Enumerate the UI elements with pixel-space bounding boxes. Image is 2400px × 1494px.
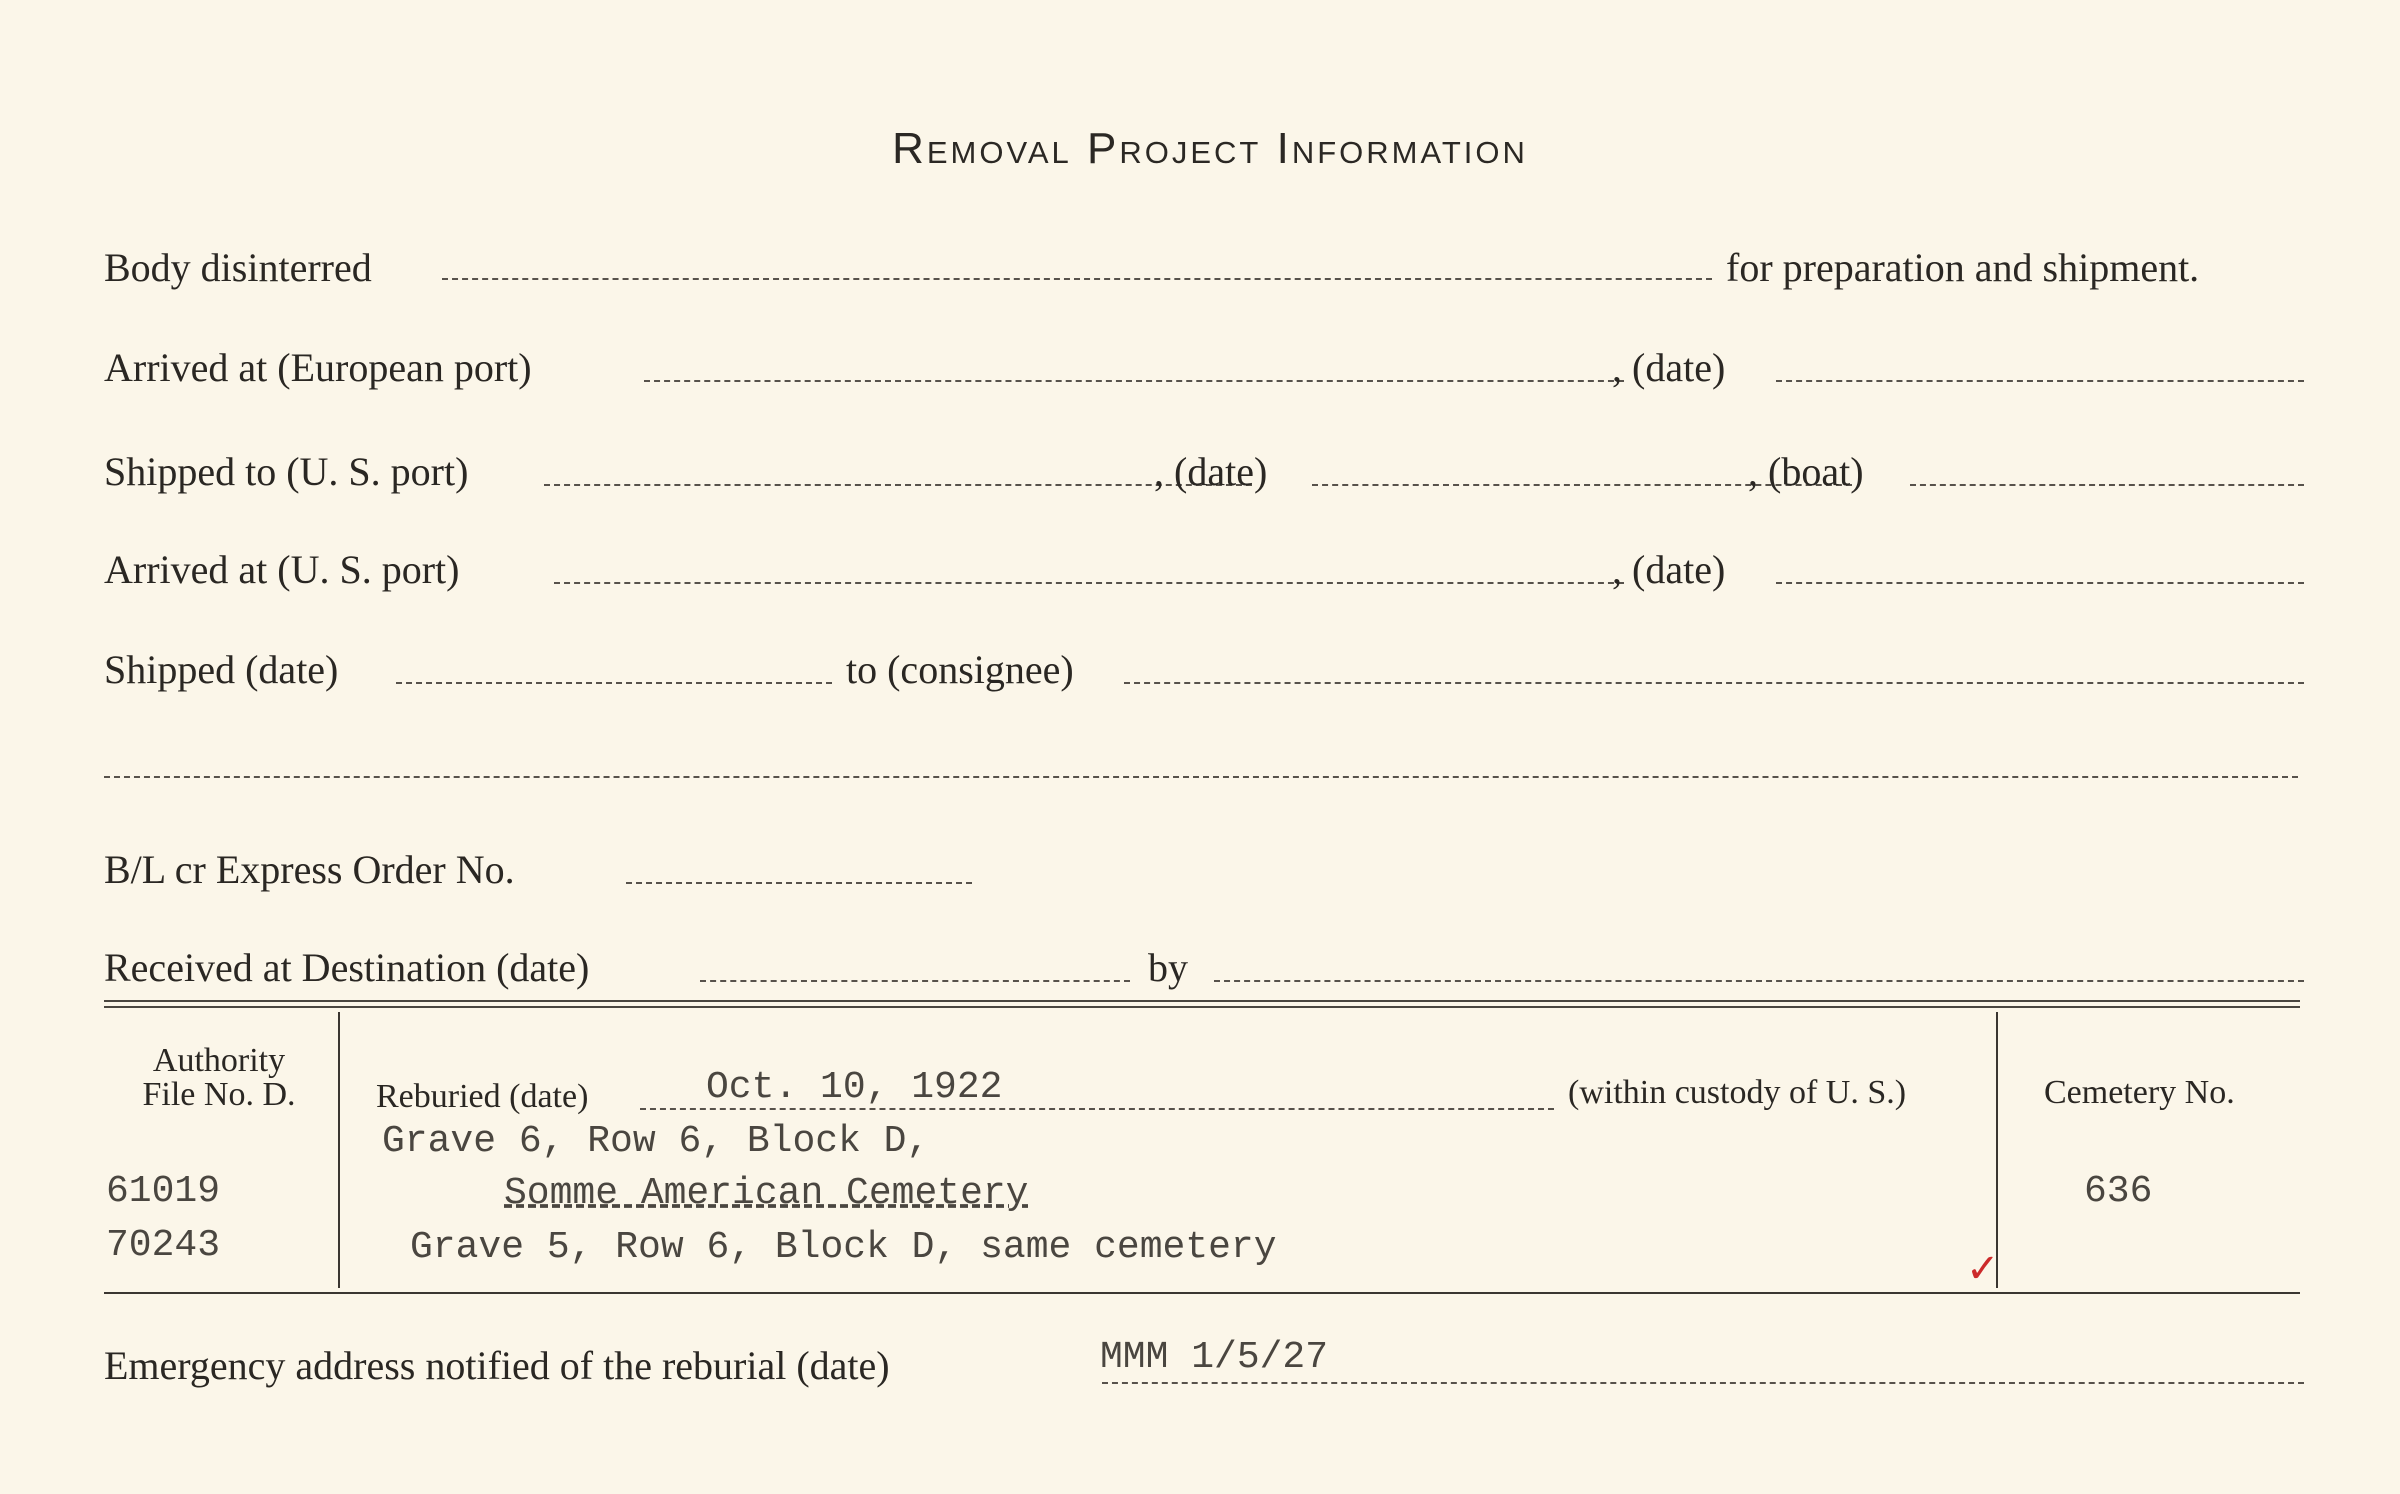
arrived-us-row xyxy=(104,540,2302,600)
european-port-line[interactable] xyxy=(644,380,1624,382)
bl-order-line[interactable] xyxy=(626,882,972,884)
page-title: Removal Project Information xyxy=(892,124,1528,173)
emergency-line[interactable] xyxy=(1102,1382,2304,1384)
check-mark-icon: ✓ xyxy=(1966,1246,2000,1292)
to-consignee-label: to (consignee) xyxy=(846,647,1074,692)
date-label: , (date) xyxy=(1612,345,1726,390)
shipped-date-label: Shipped (date) xyxy=(104,647,339,692)
body-disinterred-row xyxy=(104,238,2302,298)
arrived-european-label: Arrived at (European port) xyxy=(104,345,532,390)
cemetery-number: 636 xyxy=(2084,1170,2153,1213)
received-dest-label: Received at Destination (date) xyxy=(104,945,590,990)
received-row xyxy=(104,938,2302,998)
shipped-us-label: Shipped to (U. S. port) xyxy=(104,449,469,494)
shipped-us-row xyxy=(104,442,2302,502)
reburied-date-value: Oct. 10, 1922 xyxy=(706,1066,1003,1109)
section-divider xyxy=(104,1000,2300,1008)
file-number-2: 70243 xyxy=(106,1224,221,1267)
authority-line2: File No. D. xyxy=(142,1076,296,1113)
received-by-line[interactable] xyxy=(1214,980,2304,982)
emergency-value: MMM 1/5/27 xyxy=(1100,1336,1329,1379)
reburied-label: Reburied (date) xyxy=(376,1078,589,1115)
shipped-date-line[interactable] xyxy=(396,682,832,684)
body-disinterred-label: Body disinterred xyxy=(104,245,372,290)
consignee-continuation-line[interactable] xyxy=(104,776,2298,778)
file-number-1: 61019 xyxy=(106,1170,221,1213)
lower-bottom-rule xyxy=(104,1292,2300,1294)
authority-label xyxy=(110,1044,328,1112)
authority-divider xyxy=(338,1012,340,1288)
arrived-european-row xyxy=(104,338,2302,398)
boat-label: , (boat) xyxy=(1748,449,1864,494)
body-disinterred-line[interactable] xyxy=(442,278,1712,280)
boat-line[interactable] xyxy=(1910,484,2304,486)
within-custody-label: (within custody of U. S.) xyxy=(1568,1074,1907,1111)
arrived-us-line[interactable] xyxy=(554,582,1624,584)
bl-row xyxy=(104,840,2302,900)
shipped-consignee-row xyxy=(104,640,2302,700)
date-label: , (date) xyxy=(1612,547,1726,592)
grave-line-3: Grave 5, Row 6, Block D, same cemetery xyxy=(410,1226,1277,1269)
by-label: by xyxy=(1148,945,1188,990)
authority-line1: Authority xyxy=(152,1042,286,1079)
us-port-line[interactable] xyxy=(544,484,1252,486)
grave-line-2: Somme American Cemetery xyxy=(504,1172,1029,1215)
bl-order-label: B/L cr Express Order No. xyxy=(104,847,515,892)
european-date-line[interactable] xyxy=(1776,380,2304,382)
arrived-us-label: Arrived at (U. S. port) xyxy=(104,547,460,592)
grave-line-1: Grave 6, Row 6, Block D, xyxy=(382,1120,930,1163)
for-preparation-label: for preparation and shipment. xyxy=(1726,245,2200,290)
date-label: , (date) xyxy=(1154,449,1268,494)
consignee-line[interactable] xyxy=(1124,682,2304,684)
emergency-label: Emergency address notified of the reburial (date) xyxy=(104,1343,890,1388)
arrived-us-date-line[interactable] xyxy=(1776,582,2304,584)
cemetery-label: Cemetery No. xyxy=(2044,1074,2235,1111)
received-date-line[interactable] xyxy=(700,980,1130,982)
